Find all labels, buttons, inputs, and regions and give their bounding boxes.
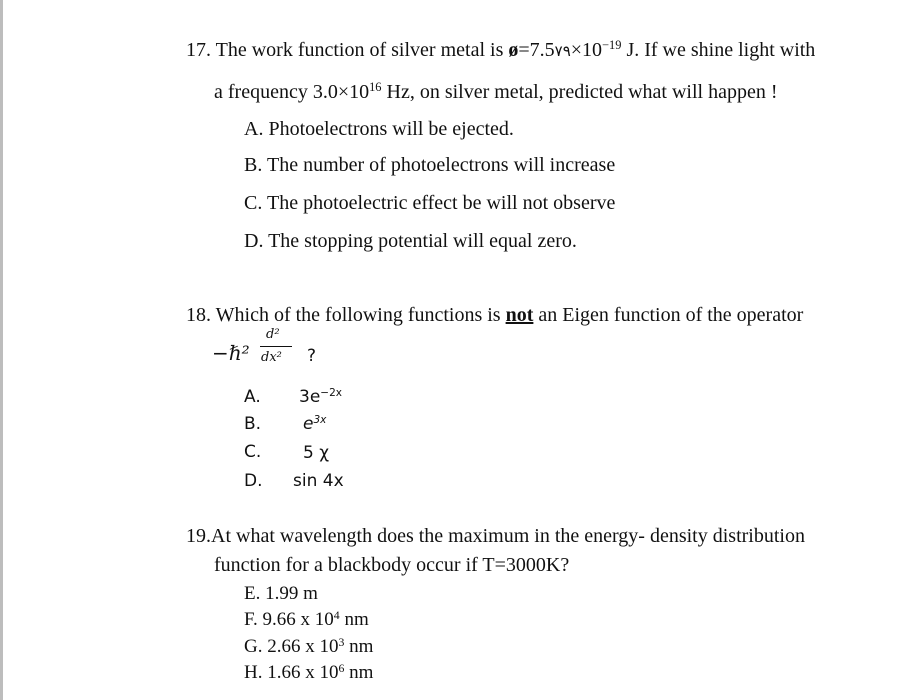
q18-number: 18. — [186, 304, 211, 326]
q17-option-b: B. The number of photoelectrons will increase — [244, 154, 616, 176]
q17-text-b: =7.5 — [518, 39, 555, 61]
q19-option-f — [244, 610, 369, 629]
q18-option-b-exponent: 3x — [313, 414, 327, 427]
q17-line2-b: Hz, on silver metal, predicted what will happen ! — [381, 81, 778, 103]
q19-option-h-unit: nm — [344, 662, 374, 683]
q18-text-a: Which of the following functions is — [215, 304, 501, 326]
q19-line-1 — [186, 526, 805, 546]
q19-option-h — [244, 663, 373, 682]
q17-line2-exponent: 16 — [369, 80, 382, 95]
q19-option-g-text: G. 2.66 x 10 — [244, 636, 339, 657]
q17-line-2 — [214, 82, 778, 102]
q17-text-a: The work function of silver metal is — [215, 39, 504, 61]
q18-operator-question-mark: ? — [307, 346, 317, 366]
q18-option-b-value — [303, 416, 326, 433]
q19-option-g — [244, 637, 373, 656]
q19-option-h-text: H. 1.66 x 10 — [244, 662, 339, 683]
q18-operator-numerator: d² — [266, 327, 280, 342]
q18-option-b-base: e — [303, 414, 314, 434]
q18-option-c-value: 5 χ — [303, 443, 330, 463]
q19-option-g-unit: nm — [344, 636, 374, 657]
q18-text-b: an Eigen function of the operator — [538, 304, 804, 326]
q17-phi-symbol: ø — [508, 39, 519, 61]
q18-option-a-letter: A. — [244, 387, 261, 407]
q19-number: 19. — [186, 525, 211, 547]
q19-option-e-text: E. 1.99 m — [244, 583, 318, 604]
q19-option-e — [244, 584, 318, 603]
q18-option-a-value — [299, 389, 342, 406]
q18-fraction-bar — [260, 346, 292, 347]
q17-line2-a: a frequency 3.0×10 — [214, 81, 370, 103]
q19-line-2: function for a blackbody occur if T=3000K? — [214, 554, 570, 576]
q17-text-d: J. If we shine light with — [621, 39, 816, 61]
page-left-border — [0, 0, 3, 700]
q18-line-1 — [186, 305, 803, 325]
q19-option-f-text: F. 9.66 x 10 — [244, 609, 334, 630]
q18-operator-fraction — [258, 328, 294, 374]
q18-option-d-letter: D. — [244, 471, 263, 491]
q18-option-a-base: 3e — [299, 387, 321, 407]
q18-operator-prefix: −ℏ² — [212, 341, 250, 365]
q19-option-h-exponent: 6 — [338, 661, 345, 675]
q17-text-c: ×10 — [570, 39, 603, 61]
q17-exponent: −19 — [602, 38, 622, 53]
q19-option-f-exponent: 4 — [333, 608, 340, 622]
q18-option-a-exponent: −2x — [320, 387, 343, 400]
q17-option-a: A. Photoelectrons will be ejected. — [244, 118, 514, 140]
q17-number: 17. — [186, 39, 211, 61]
q19-option-f-unit: nm — [339, 609, 369, 630]
q17-option-c: C. The photoelectric effect be will not observe — [244, 192, 616, 214]
q18-emphasis-not: not — [505, 304, 534, 326]
q19-text-line-1: At what wavelength does the maximum in the energy- density distribution — [211, 525, 805, 547]
q18-option-b-letter: B. — [244, 414, 262, 434]
q17-option-d: D. The stopping potential will equal zero. — [244, 230, 577, 252]
q18-option-c-letter: C. — [244, 442, 262, 462]
q18-operator-denominator: dx² — [261, 350, 282, 365]
q17-glyph: ٧٩ — [554, 42, 571, 60]
q19-option-g-exponent: 3 — [338, 635, 345, 649]
q17-line-1 — [186, 40, 815, 60]
q18-option-d-value: sin 4x — [293, 471, 344, 491]
